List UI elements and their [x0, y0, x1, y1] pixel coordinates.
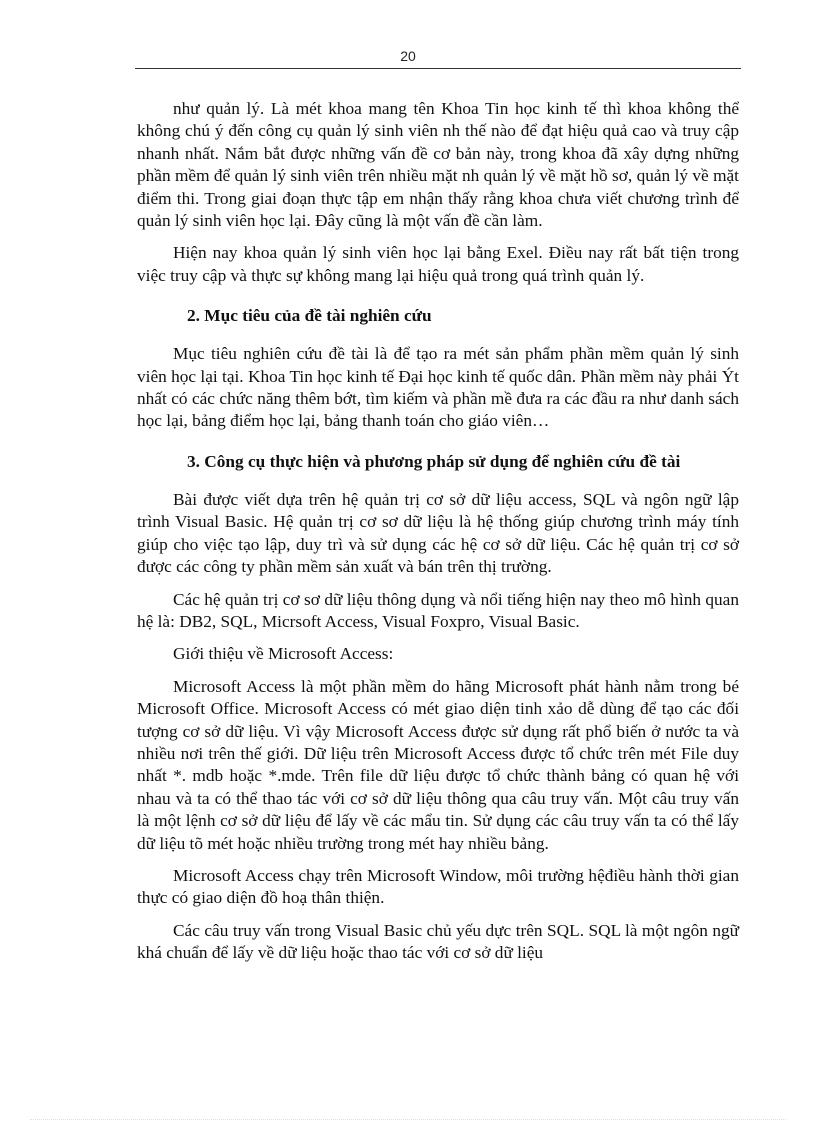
paragraph-section3-6: Các câu truy vấn trong Visual Basic chủ yếu dực trên SQL. SQL là một ngôn ngữ khá chuẩn để lấy về dữ liệu hoặc thao tác với cơ sở dữ liệu: [137, 920, 739, 963]
paragraph-section3-1: Bài được viết dựa trên hệ quản trị cơ sở dữ liệu access, SQL và ngôn ngữ lập trình Visual Basic. Hệ quản trị cơ sơ dữ liệu là hệ thống giúp chương trình máy tính giúp cho việc tạo lập, duy trì và sử dụng các hệ cơ sở dữ liệu. Các hệ quản trị cơ sở được các công ty phần mềm sản xuất và bán trên thị trường.: [137, 489, 739, 577]
header-rule: [135, 68, 741, 69]
section-2-heading: 2. Mục tiêu của đề tài nghiên cứu: [187, 306, 432, 326]
document-body: [137, 98, 739, 975]
paragraph-section3-5: Microsoft Access chạy trên Microsoft Window, môi trường hệđiều hành thời gian thực có giao diện đồ hoạ thân thiện.: [137, 865, 739, 908]
paragraph-intro-2: Hiện nay khoa quản lý sinh viên học lại bằng Exel. Điều nay rất bất tiện trong việc truy cập và thực sự không mang lại hiệu quả trong quá trình quản lý.: [137, 243, 739, 285]
section-3-heading: 3. Công cụ thực hiện và phương pháp sử dụng để nghiên cứu đề tài: [187, 451, 681, 471]
paragraph-section3-3: Giới thiệu về Microsoft Access:: [173, 644, 394, 664]
paragraph-section3-2: Các hệ quản trị cơ sơ dữ liệu thông dụng và nổi tiếng hiện nay theo mô hình quan hệ là: DB2, SQL, Micrsoft Access, Visual Foxpro, Visual Basic.: [137, 589, 739, 631]
footer-divider: [30, 1119, 786, 1120]
paragraph-section2-1: Mục tiêu nghiên cứu đề tài là để tạo ra mét sản phẩm phần mềm quản lý sinh viên học lại tại. Khoa Tin học kinh tế Đại học kinh tế quốc dân. Phần mềm này phải Ýt nhất có các chức năng thêm bớt, tìm kiếm và phần mề đưa ra các đầu ra như danh sách học lại, bảng điểm học lại, bảng thanh toán cho giáo viên…: [137, 344, 739, 431]
page-number: 20: [400, 48, 416, 64]
paragraph-intro-1: như quản lý. Là mét khoa mang tên Khoa Tin học kinh tế thì khoa không thể không chú ý đến công cụ quản lý sinh viên nh thế nào để đạt hiệu quả cao và truy cập nhanh nhất. Nắm bắt được những vấn đề cơ bản này, trong khoa đã xây dựng những phần mềm để quản lý sinh viên trên nhiều mặt nh quản lý về mặt hồ sơ, quản lý về mặt điểm thi. Trong giai đoạn thực tập em nhận thấy rằng khoa chưa viết chương trình để quản lý sinh viên học lại. Đây cũng là một vấn đề cần làm.: [137, 99, 739, 231]
paragraph-section3-4: Microsoft Access là một phần mềm do hãng Microsoft phát hành nằm trong bé Microsoft Office. Microsoft Access có mét giao diện tinh xảo dễ dùng để tạo các đối tượng cơ sở dữ liệu. Vì vậy Microsoft Access được sử dụng rất phổ biến ở nước ta và nhiều nơi trên thế giới. Dữ liệu trên Microsoft Access được tổ chức trên mét File duy nhất *. mdb hoặc *.mde. Trên file dữ liệu được tổ chức thành bảng có quan hệ với nhau và ta có thể thao tác với cơ sở dữ liệu thông qua câu truy vấn. Một câu truy vấn là một lệnh cơ sở dữ liệu để lấy về các mẩu tin. Sử dụng các câu truy vấn ta có thể lấy dữ liệu tõ mét hoặc nhiều trường trong mét hay nhiều bảng.: [137, 676, 739, 853]
